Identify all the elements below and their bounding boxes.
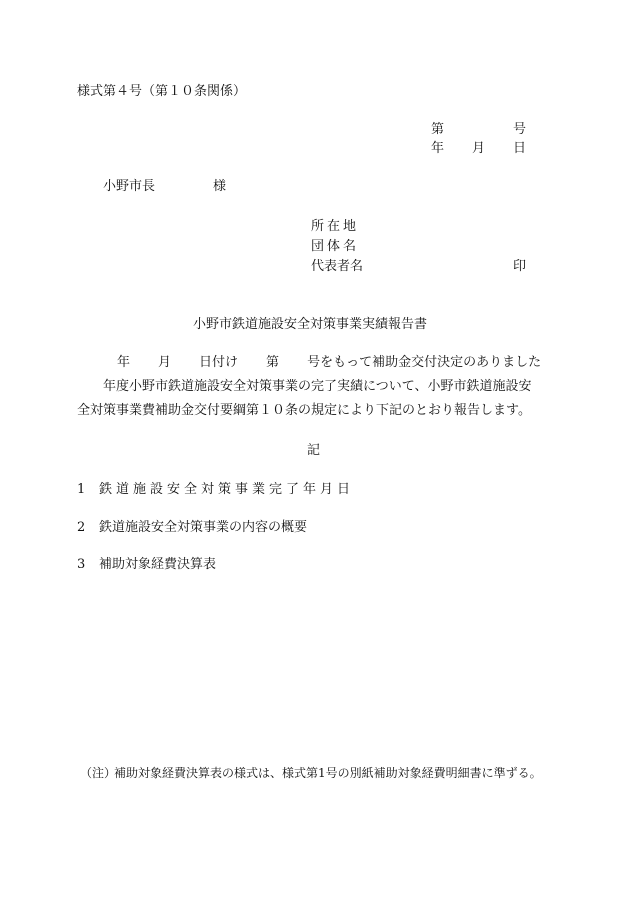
item-text: 補助対象経費決算表: [99, 557, 217, 572]
date-year-label: 年: [431, 141, 445, 156]
applicant-address-label: 所在地: [311, 219, 360, 234]
item-text: 鉄道施設安全対策事業の内容の概要: [99, 520, 308, 535]
date-month-label: 月: [472, 141, 486, 156]
item-number: 2: [77, 520, 86, 535]
list-item: [77, 557, 216, 573]
report-title: 小野市鉄道施設安全対策事業実績報告書: [193, 317, 428, 332]
body-line-3: 全対策事業費補助金交付要綱第１０条の規定により下記のとおり報告します。: [77, 403, 531, 418]
ki-heading: 記: [307, 443, 321, 458]
date-day-label: 日: [513, 141, 527, 156]
item-text: 鉄道施設安全対策事業完了年月日: [99, 482, 355, 497]
body-line-1-rest: 号をもって補助金交付決定のありました: [307, 355, 542, 370]
body-date-label: 日付け: [199, 355, 239, 370]
body-year-label: 年: [117, 355, 131, 370]
document-number-suffix: 号: [513, 122, 527, 137]
body-line-2: 年度小野市鉄道施設安全対策事業の完了実績について、小野市鉄道施設安: [103, 379, 532, 394]
list-item: [77, 482, 354, 498]
body-month-label: 月: [158, 355, 172, 370]
body-line-1: [117, 355, 541, 371]
applicant-representative-label: 代表者名: [311, 259, 364, 274]
footnote: [80, 765, 542, 781]
footnote-text: 補助対象経費決算表の様式は、様式第1号の別紙補助対象経費明細書に準ずる。: [114, 766, 542, 780]
item-number: 1: [77, 482, 86, 497]
applicant-group-label: 団体名: [311, 239, 360, 254]
body-number-prefix: 第: [266, 355, 280, 370]
document-number-prefix: 第: [431, 122, 445, 137]
form-number: 様式第４号（第１０条関係）: [77, 84, 247, 99]
addressee-name: 小野市長: [103, 179, 156, 194]
list-item: [77, 520, 307, 536]
item-number: 3: [77, 557, 86, 572]
addressee-honorific: 様: [213, 179, 227, 194]
seal-mark: 印: [513, 259, 527, 274]
footnote-label: （注）: [80, 766, 117, 780]
